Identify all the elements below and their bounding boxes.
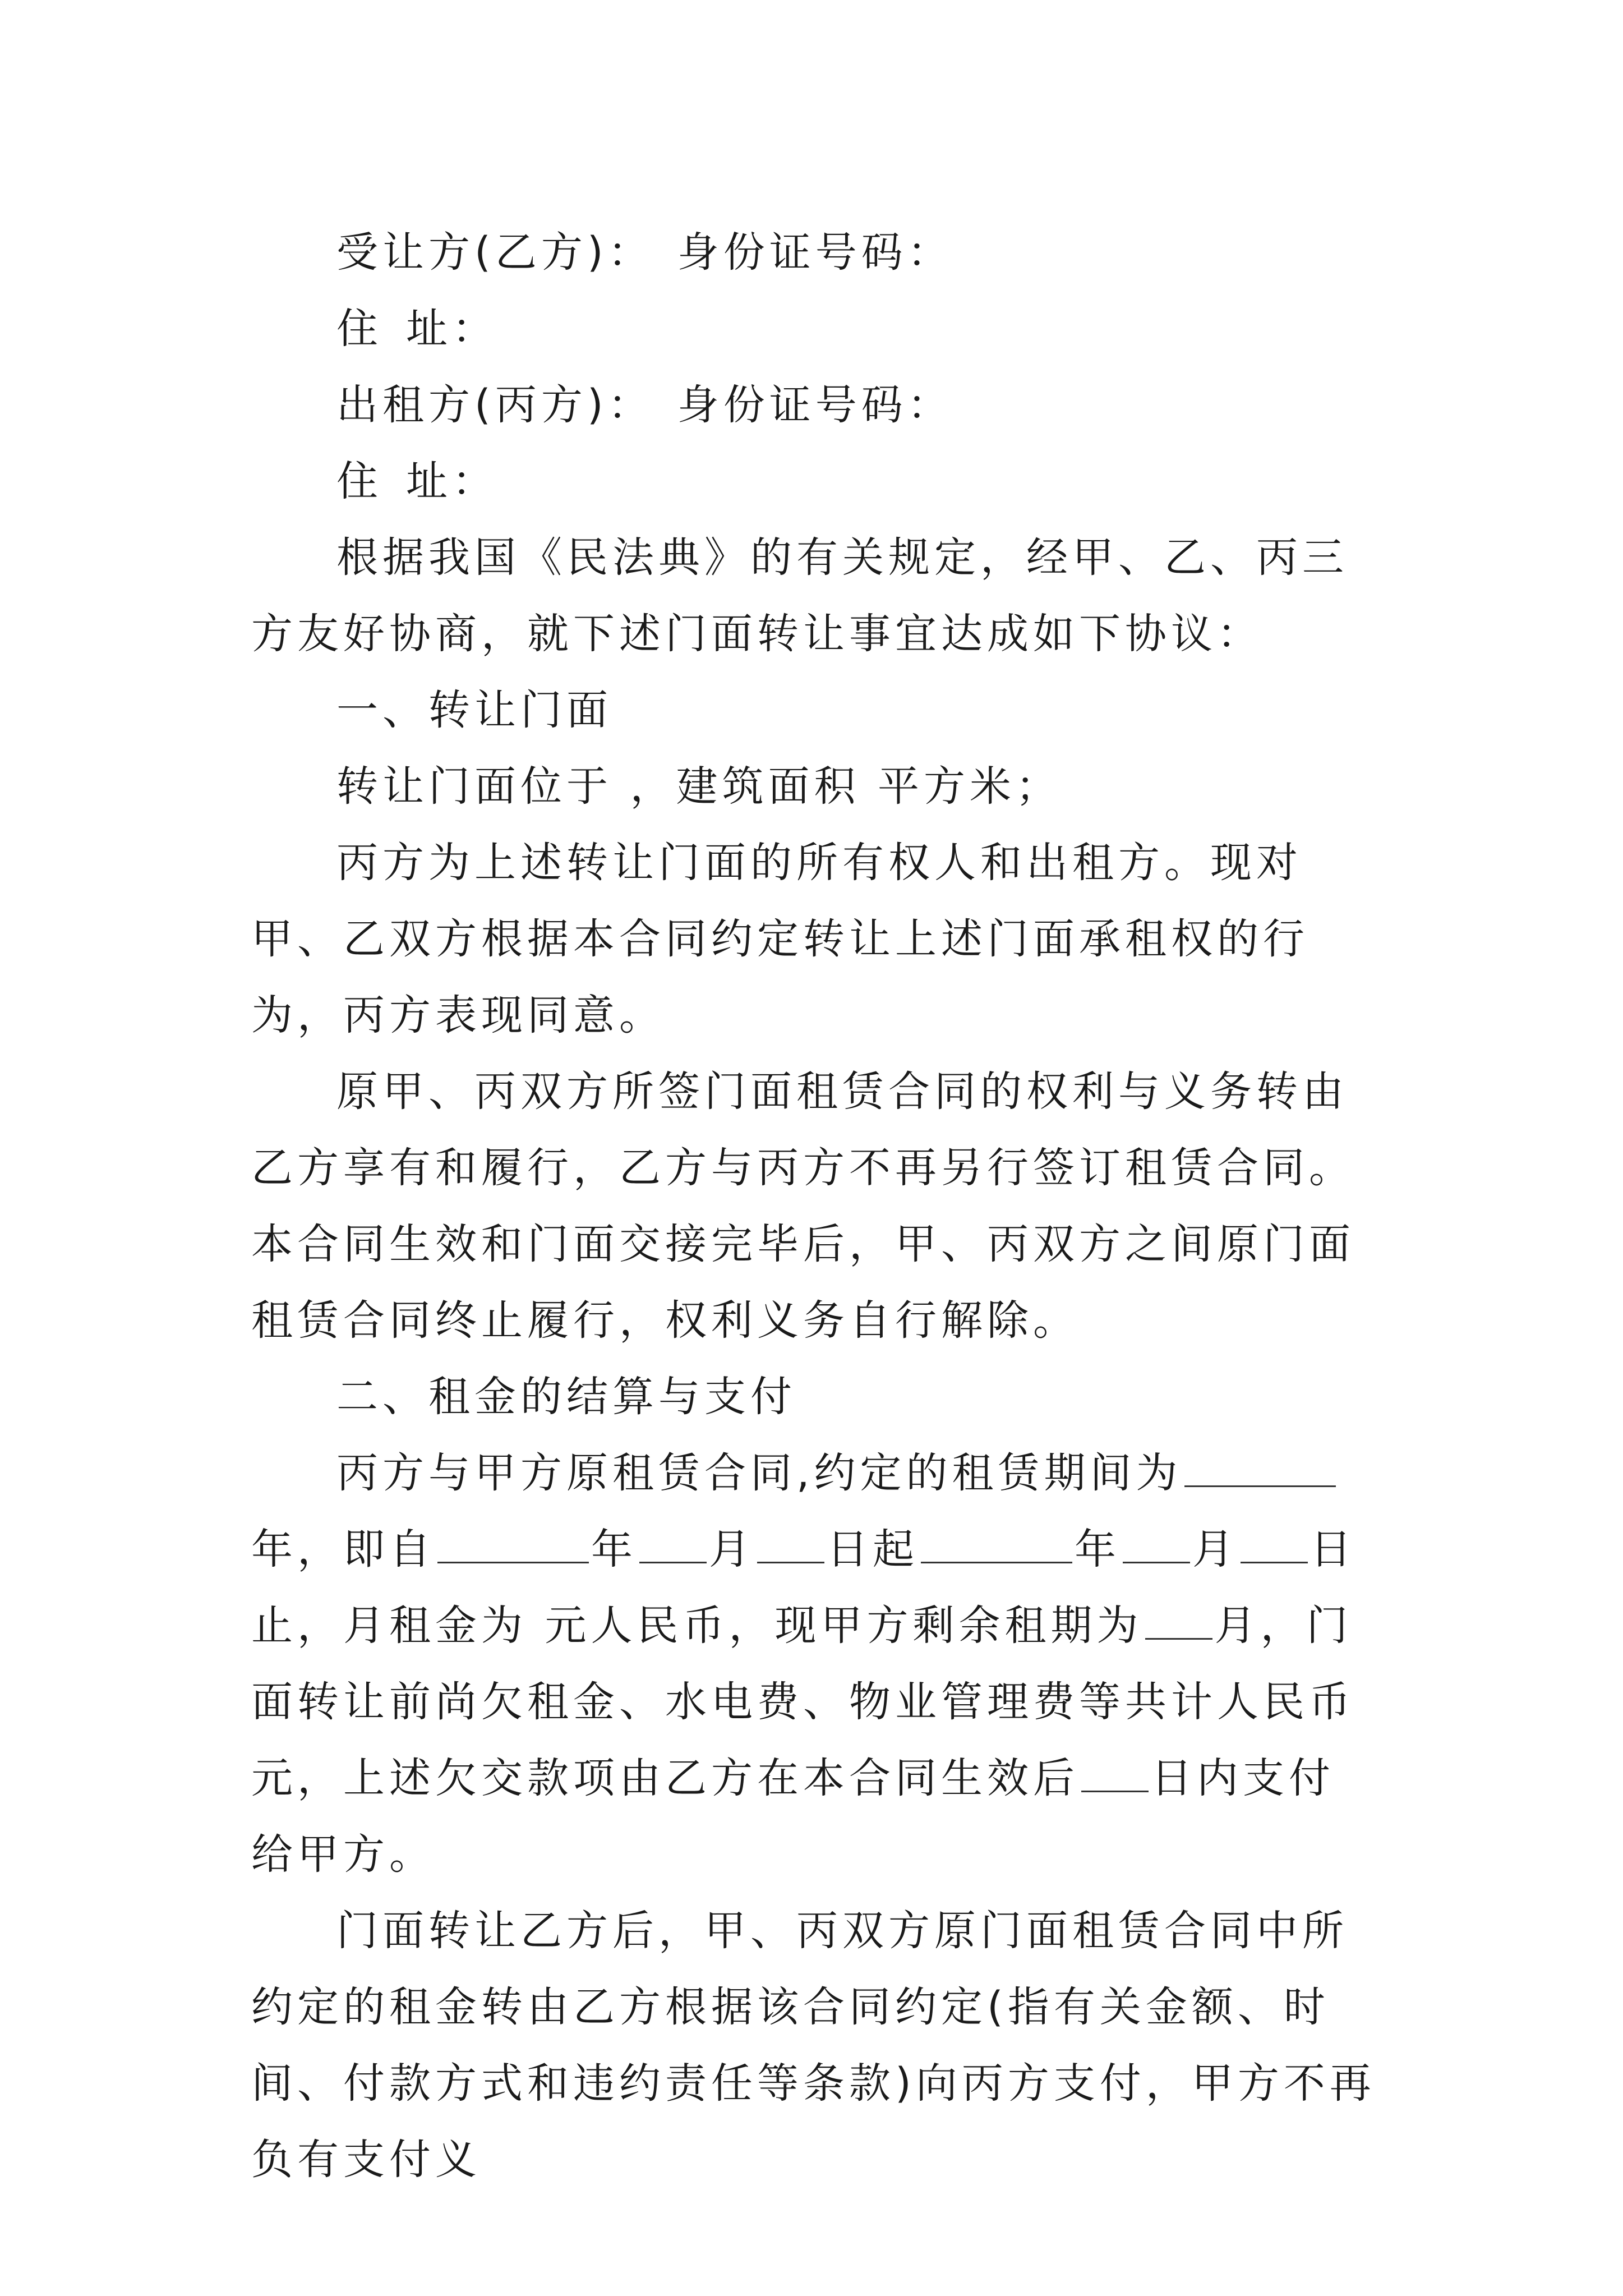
shop-location-paragraph: 转让门面位于 ，建筑面积 平方米； <box>336 762 1062 811</box>
rent-terms-paragraph <box>251 1435 1378 1893</box>
rent-text-8: 日止，月租金为 元人民币，现甲方剩余租期为 <box>251 1525 1356 1650</box>
remaining-months-blank[interactable] <box>1145 1604 1212 1640</box>
start-day-blank[interactable] <box>757 1528 824 1563</box>
rent-text-3: 年 <box>591 1525 637 1573</box>
rent-text-10: 日内支付给甲方。 <box>251 1754 1335 1879</box>
address-char-2: 址： <box>406 457 498 505</box>
end-month-blank[interactable] <box>1123 1528 1190 1563</box>
end-year-blank[interactable] <box>921 1528 1072 1563</box>
section-heading-2: 二、租金的结算与支付 <box>336 1373 796 1421</box>
preamble-paragraph: 根据我国《民法典》的有关规定，经甲、乙、丙三方友好协商，就下述门面转让事宜达成如下协议： <box>251 533 1348 658</box>
rent-text-1: 丙方与甲方原租赁合同,约定的租赁期间为 <box>336 1449 1182 1497</box>
payment-days-blank[interactable] <box>1081 1757 1149 1792</box>
rent-text-5: 日起 <box>827 1525 919 1573</box>
section-heading-1: 一、转让门面 <box>336 686 612 734</box>
rent-text-6: 年 <box>1075 1525 1121 1573</box>
lessor-consent-paragraph: 丙方为上述转让门面的所有权人和出租方。现对甲、乙双方根据本合同约定转让上述门面承租权的行为，丙方表现同意。 <box>251 839 1309 1039</box>
lessor-id-label: 身份证号码： <box>677 381 953 429</box>
address-char-1: 住 <box>336 457 382 505</box>
lessor-address-line <box>251 443 1378 519</box>
transferee-address-line <box>251 291 1378 367</box>
rent-payment-paragraph: 门面转让乙方后，甲、丙双方原门面租赁合同中所约定的租金转由乙方根据该合同约定(指有关金额、时间、付款方式和违约责任等条款)向丙方支付，甲方不再负有支付义 <box>251 1907 1376 2184</box>
lessor-label: 出租方(丙方)： <box>336 381 654 429</box>
start-year-blank[interactable] <box>437 1528 589 1563</box>
rights-transfer-paragraph: 原甲、丙双方所签门面租赁合同的权利与义务转由乙方享有和履行，乙方与丙方不再另行签订租赁合同。本合同生效和门面交接完毕后，甲、丙双方之间原门面租赁合同终止履行，权利义务自行解除。 <box>251 1068 1355 1345</box>
transferee-id-label: 身份证号码： <box>677 228 953 277</box>
address-char-2: 址： <box>406 305 498 353</box>
address-char-1: 住 <box>336 305 382 353</box>
document-body <box>251 214 1378 2198</box>
rent-text-7: 月 <box>1192 1525 1238 1573</box>
rent-text-4: 月 <box>709 1525 755 1573</box>
transferee-label: 受让方(乙方)： <box>336 228 654 277</box>
lease-years-blank[interactable] <box>1184 1452 1336 1487</box>
rent-text-9: 月，门面转让前尚欠租金、水电费、物业管理费等共计人民币 元，上述欠交款项由乙方在本合同生效后 <box>251 1602 1355 1802</box>
rent-text-2: 年，即自 <box>251 1525 435 1573</box>
transferee-line <box>251 214 1378 291</box>
end-day-blank[interactable] <box>1241 1528 1308 1563</box>
lessor-line <box>251 367 1378 443</box>
start-month-blank[interactable] <box>639 1528 707 1563</box>
